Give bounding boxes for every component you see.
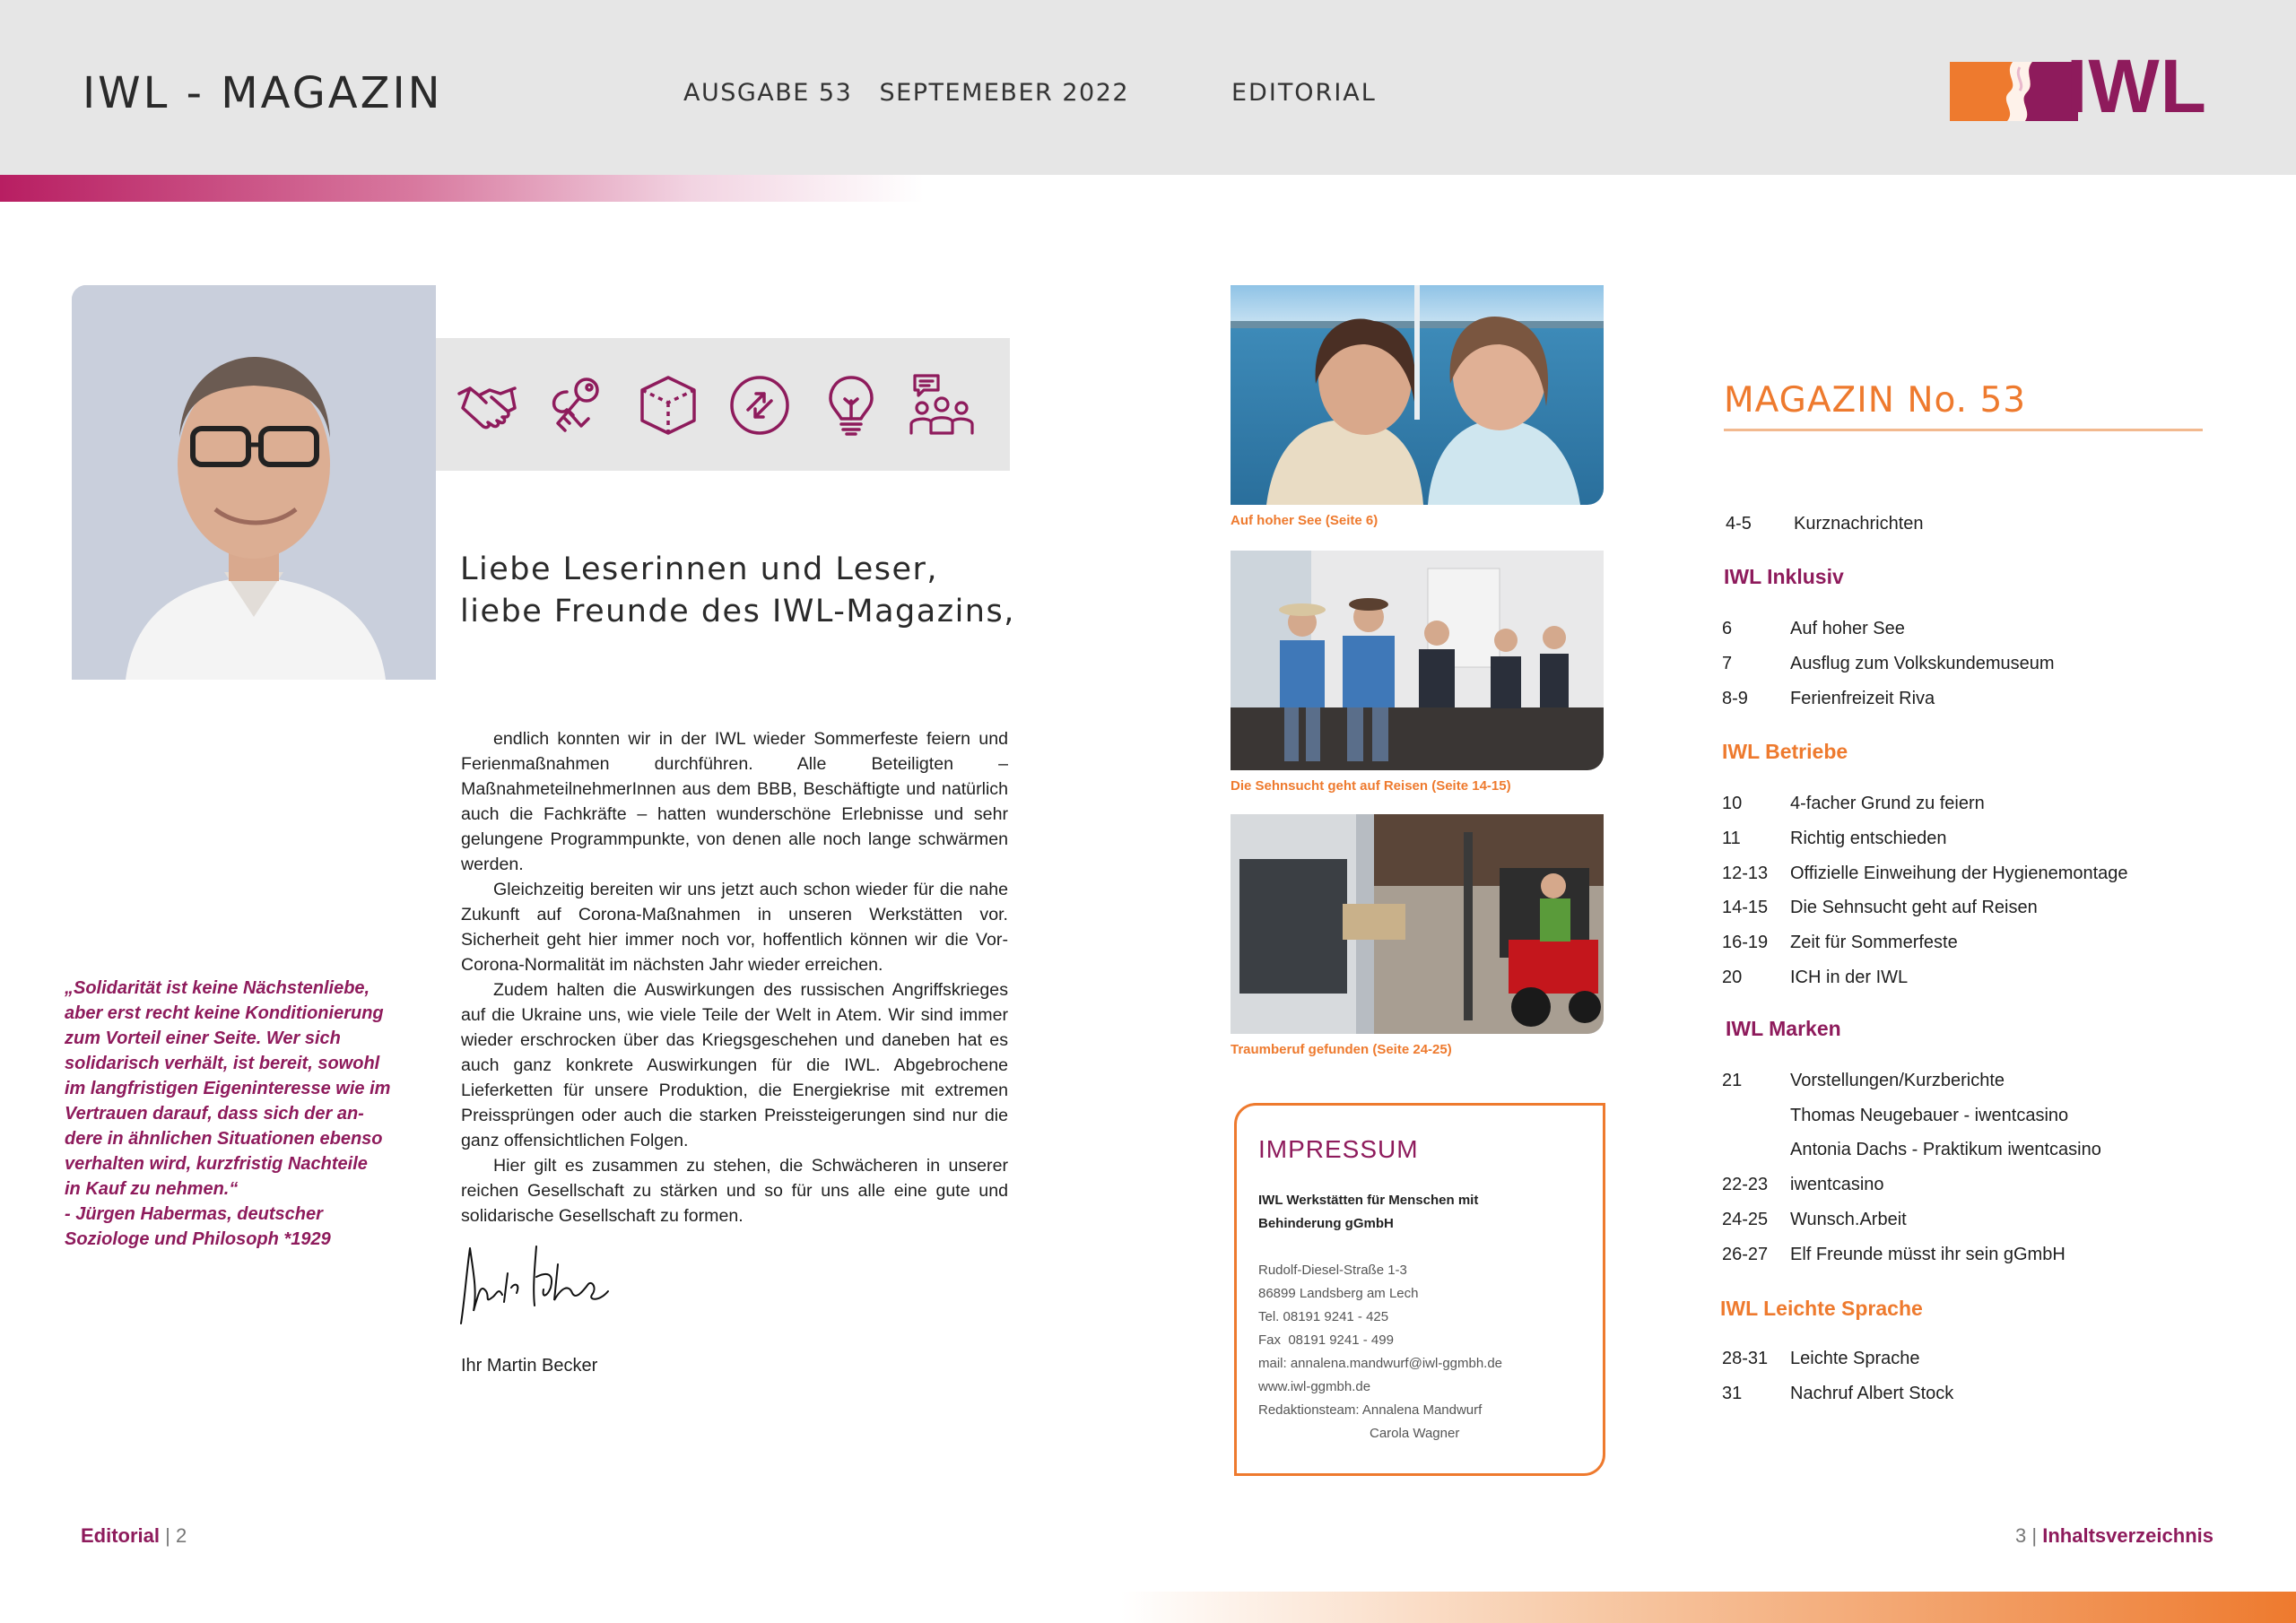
impressum-title: IMPRESSUM: [1258, 1135, 1419, 1163]
impressum-line: 86899 Landsberg am Lech: [1258, 1286, 1419, 1301]
footer-page-number: 2: [175, 1524, 187, 1547]
closing-name: Ihr Martin Becker: [461, 1356, 598, 1376]
toc-label: Vorstellungen/Kurzberichte: [1790, 1071, 2005, 1090]
impressum-company-line: Behinderung gGmbH: [1258, 1216, 1394, 1231]
icon-band: [436, 338, 1010, 471]
toc-section-title: IWL Marken: [1726, 1017, 1841, 1040]
photo-caption: Traumberuf gefunden (Seite 24-25): [1231, 1042, 1452, 1057]
quote-line: - Jürgen Habermas, deutscher: [65, 1204, 323, 1224]
toc-section-title: IWL Inklusiv: [1724, 565, 1844, 588]
footer-section-label: Editorial: [81, 1524, 161, 1547]
footer-left: [81, 1524, 187, 1548]
impressum-line: Rudolf-Diesel-Straße 1-3: [1258, 1263, 1407, 1278]
editorial-paragraph: Gleichzeitig bereiten wir uns jetzt auch schon wieder für die nahe Zukunft auf Corona-Maßnahmen in unseren Werkstätten vor. Sicherheit geht hier immer noch vor, hoffentlich können wir die Vor-Corona-Normalität im nächsten Jahr wieder erreichen.: [461, 880, 1008, 975]
toc-page: 6: [1722, 619, 1733, 638]
quote-line: dere in ähnlichen Situationen ebenso: [65, 1129, 383, 1149]
toc-label: Zeit für Sommerfeste: [1790, 933, 1958, 952]
issue-label: AUSGABE 53 SEPTEMEBER 2022: [683, 79, 1130, 107]
iwl-logo: [1950, 44, 2213, 128]
quote-line: Soziologe und Philosoph *1929: [65, 1229, 331, 1249]
toc-page: 24-25: [1722, 1210, 1769, 1229]
logo-text: IWL: [2066, 44, 2207, 128]
toc-title: MAGAZIN No. 53: [1724, 380, 2027, 421]
toc-label: Offizielle Einweihung der Hygienemontage: [1790, 864, 2128, 883]
quote-line: solidarisch verhält, ist bereit, sowohl: [65, 1054, 380, 1073]
toc-page: 31: [1722, 1384, 1743, 1403]
toc-label: Antonia Dachs - Praktikum iwentcasino: [1790, 1140, 2101, 1159]
toc-label: iwentcasino: [1790, 1175, 1884, 1194]
toc-label: Auf hoher See: [1790, 619, 1905, 638]
footer-page-number: 3: [2015, 1524, 2027, 1547]
photo-lake-selfie: [1231, 285, 1604, 505]
impressum-line: Redaktionsteam: Annalena Mandwurf: [1258, 1402, 1483, 1418]
toc-label: Richtig entschieden: [1790, 829, 1947, 848]
lightbulb-icon: [820, 374, 883, 437]
toc-label: ICH in der IWL: [1790, 968, 1909, 987]
toc-label: Elf Freunde müsst ihr sein gGmbH: [1790, 1245, 2066, 1264]
toc-label: Wunsch.Arbeit: [1790, 1210, 1907, 1229]
impressum-company: [1258, 1189, 1478, 1236]
toc-page: 26-27: [1722, 1245, 1769, 1264]
impressum-company-line: IWL Werkstätten für Menschen mit: [1258, 1193, 1479, 1208]
quote-line: verhalten wird, kurzfristig Nachteile: [65, 1154, 368, 1174]
editorial-body: [461, 726, 1008, 1228]
author-portrait: [72, 285, 436, 680]
quote-line: Vertrauen darauf, dass sich der an-: [65, 1104, 364, 1124]
toc-page: 16-19: [1722, 933, 1769, 952]
toc-page: 21: [1722, 1071, 1743, 1090]
quote-line: im langfristigen Eigeninteresse wie im: [65, 1079, 391, 1098]
photo-forklift: [1231, 814, 1604, 1034]
greeting-line-2: liebe Freunde des IWL-Magazins,: [460, 594, 1015, 629]
toc-page: 7: [1722, 654, 1733, 673]
toc-page: 10: [1722, 794, 1743, 813]
group-chat-icon: [908, 374, 970, 437]
toc-page: 28-31: [1722, 1349, 1769, 1368]
photo-caption: Die Sehnsucht geht auf Reisen (Seite 14-15): [1231, 778, 1511, 794]
keys-icon: [545, 374, 608, 437]
editorial-paragraph: endlich konnten wir in der IWL wieder Sommerfeste feiern und Ferienmaßnahmen durchführen. Alle Beteiligten – MaßnahmeteilnehmerInnen aus dem BBB, Beschäftigte und natürlich auch die Fachkräfte – hatten wunderschöne Erlebnisse und sehr gelungene Programmpunkte, von denen alle noch lange schwärmen werden.: [461, 729, 1008, 874]
toc-label: Ausflug zum Volkskundemuseum: [1790, 654, 2055, 673]
editorial-paragraph: Zudem halten die Auswirkungen des russischen Angriffskrieges auf die Ukraine uns, wie viele Teile der Welt in Atem. Wir sind immer wieder erschrocken über das Kriegsgeschehen und daneben hat es auch ganz konkrete Auswirkungen für die IWL. Abgebrochene Lieferketten für unsere Produktion, die Energiekrise mit extremen Preissprüngen oder auch die starken Preissteigerungen sind nur die ganz offensichtlichen Folgen.: [461, 980, 1008, 1150]
toc-page: 11: [1722, 829, 1741, 848]
quote-line: in Kauf zu nehmen.“: [65, 1179, 239, 1199]
footer-gradient-bar: [1121, 1592, 2296, 1623]
toc-page: 22-23: [1722, 1175, 1769, 1194]
exchange-arrows-icon: [728, 374, 791, 437]
handwritten-signature: [457, 1237, 614, 1336]
toc-label: Die Sehnsucht geht auf Reisen: [1790, 898, 2038, 917]
header-gradient-bar: [0, 175, 924, 202]
toc-page: 20: [1722, 968, 1743, 987]
footer-section-label: Inhaltsverzeichnis: [2042, 1524, 2213, 1547]
toc-label: Thomas Neugebauer - iwentcasino: [1790, 1106, 2069, 1125]
impressum-website[interactable]: www.iwl-ggmbh.de: [1258, 1379, 1371, 1394]
impressum-email[interactable]: mail: annalena.mandwurf@iwl-ggmbh.de: [1258, 1356, 1503, 1371]
toc-section-title: IWL Leichte Sprache: [1720, 1297, 1923, 1320]
photo-caption: Auf hoher See (Seite 6): [1231, 513, 1378, 528]
toc-label: Leichte Sprache: [1790, 1349, 1920, 1368]
toc-page: 12-13: [1722, 864, 1769, 883]
footer-separator: |: [165, 1524, 170, 1547]
toc-title-rule: [1724, 429, 2203, 431]
logo-mark: [1950, 62, 2078, 121]
toc-page: 4-5: [1726, 514, 1752, 534]
photo-travel-group: [1231, 551, 1604, 770]
editorial-paragraph: Hier gilt es zusammen zu stehen, die Schwächeren in unserer reichen Gesellschaft zu stärken und so für uns alle eine gute und solidarische Gesellschaft zu formen.: [461, 1156, 1008, 1226]
impressum-line: Fax 08191 9241 - 499: [1258, 1332, 1394, 1348]
toc-label: Nachruf Albert Stock: [1790, 1384, 1954, 1403]
impressum-line: Tel. 08191 9241 - 425: [1258, 1309, 1389, 1324]
habermas-quote: [65, 976, 405, 1252]
quote-line: aber erst recht keine Konditionierung: [65, 1003, 384, 1023]
quote-line: zum Vorteil einer Seite. Wer sich: [65, 1028, 341, 1048]
toc-section-title: IWL Betriebe: [1722, 740, 1848, 763]
toc-label: Ferienfreizeit Riva: [1790, 689, 1935, 708]
cube-icon: [637, 374, 700, 437]
footer-separator: |: [2031, 1524, 2038, 1547]
greeting-line-1: Liebe Leserinnen und Leser,: [460, 551, 939, 587]
toc-page: 8-9: [1722, 689, 1748, 708]
editorial-greeting: [460, 549, 1015, 633]
quote-line: „Solidarität ist keine Nächstenliebe,: [65, 978, 370, 998]
handshake-icon: [456, 374, 518, 437]
toc-page: 14-15: [1722, 898, 1769, 917]
footer-right: [2015, 1524, 2213, 1548]
toc-label: 4-facher Grund zu feiern: [1790, 794, 1985, 813]
section-label: EDITORIAL: [1231, 79, 1377, 107]
toc-label: Kurznachrichten: [1794, 514, 1924, 534]
impressum-address: [1258, 1259, 1502, 1445]
impressum-line: Carola Wagner: [1370, 1426, 1460, 1441]
magazine-title: IWL - MAGAZIN: [83, 68, 443, 118]
